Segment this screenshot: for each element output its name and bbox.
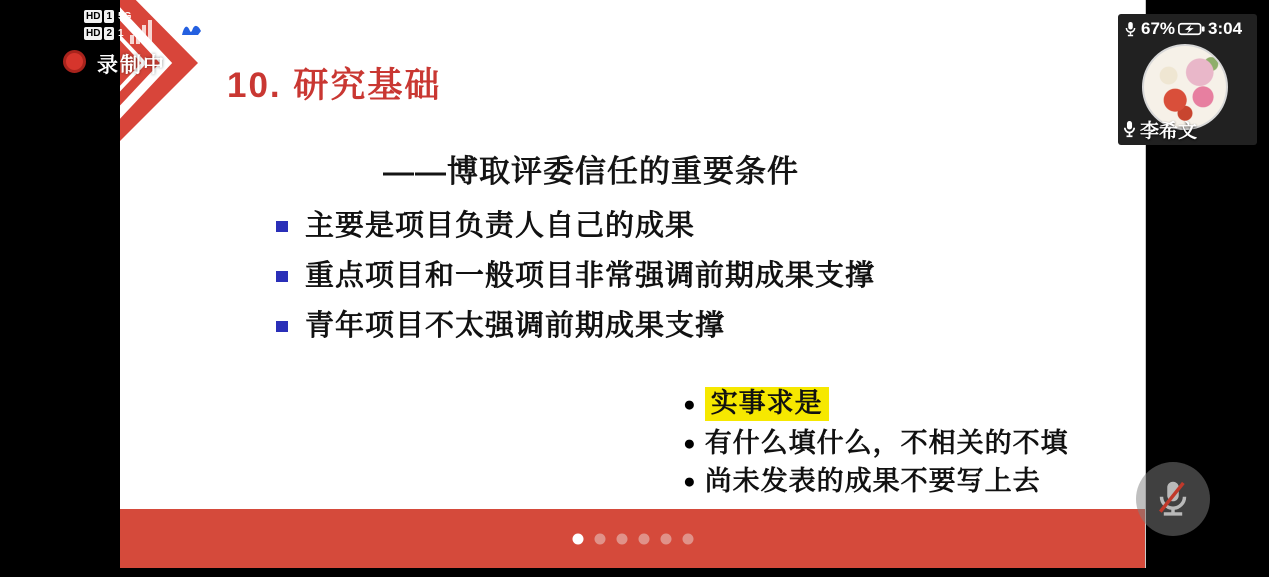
bullet-text: 青年项目不太强调前期成果支撑 [305, 310, 726, 342]
pagination-dot[interactable] [616, 533, 627, 544]
network-type-label: 5G [118, 11, 132, 22]
sim2-status [84, 27, 124, 40]
sim1-status [84, 10, 131, 23]
bullet-item [276, 211, 875, 242]
bullet-text: 重点项目和一般项目非常强调前期成果支撑 [305, 260, 876, 292]
battery-charging-icon [1178, 22, 1205, 36]
pagination-dot[interactable] [572, 533, 583, 544]
pagination-dot[interactable] [638, 533, 649, 544]
hd-badge: HD [86, 11, 101, 22]
muted-mic-icon [1150, 476, 1196, 522]
square-bullet-icon [276, 321, 288, 332]
dot-bullet-icon: ● [683, 432, 696, 455]
pagination-dot[interactable] [594, 533, 605, 544]
sim-number-badge: 1 [106, 11, 113, 22]
pagination-dot[interactable] [682, 533, 693, 544]
notes-list [683, 387, 1069, 504]
participant-name: 李希文 [1140, 121, 1198, 142]
square-bullet-icon [276, 271, 288, 282]
note-item [683, 428, 1069, 459]
slide-footer-bar [120, 509, 1145, 568]
presentation-slide [120, 0, 1146, 568]
bullet-text: 主要是项目负责人自己的成果 [305, 210, 696, 242]
blue-app-icon [181, 23, 202, 36]
participant-name-row [1121, 116, 1197, 143]
bullet-item [276, 261, 875, 292]
dot-bullet-icon: ● [683, 392, 696, 416]
square-bullet-icon [276, 221, 288, 232]
bullet-list [276, 211, 875, 361]
battery-percent: 67% [1141, 19, 1176, 38]
mic-icon [1121, 120, 1138, 139]
dot-bullet-icon: ● [683, 470, 696, 493]
slide-subtitle: ——博取评委信任的重要条件 [383, 154, 799, 189]
hd-badge: HD [86, 28, 101, 39]
pagination [572, 533, 693, 544]
recording-label: 录制中 [97, 54, 166, 77]
network-type-label: 1 [118, 28, 124, 39]
note-text: 有什么填什么，不相关的不填 [704, 428, 1069, 458]
pagination-dot[interactable] [660, 533, 671, 544]
clock-time: 3:04 [1208, 19, 1243, 38]
sim-number-badge: 2 [106, 28, 113, 39]
participant-statusbar [1123, 19, 1255, 39]
signal-strength-icon [130, 17, 152, 44]
mic-icon [1123, 21, 1138, 38]
slide-title: 10. 研究基础 [227, 66, 442, 105]
note-item [683, 466, 1069, 497]
note-text-highlighted: 实事求是 [705, 387, 829, 421]
microphone-mute-button[interactable] [1136, 462, 1210, 536]
participant-video-tile[interactable] [1118, 14, 1257, 145]
recording-dot-icon[interactable] [63, 50, 86, 73]
bullet-item [276, 311, 875, 342]
note-text: 尚未发表的成果不要写上去 [704, 466, 1041, 496]
note-item [683, 387, 1069, 421]
